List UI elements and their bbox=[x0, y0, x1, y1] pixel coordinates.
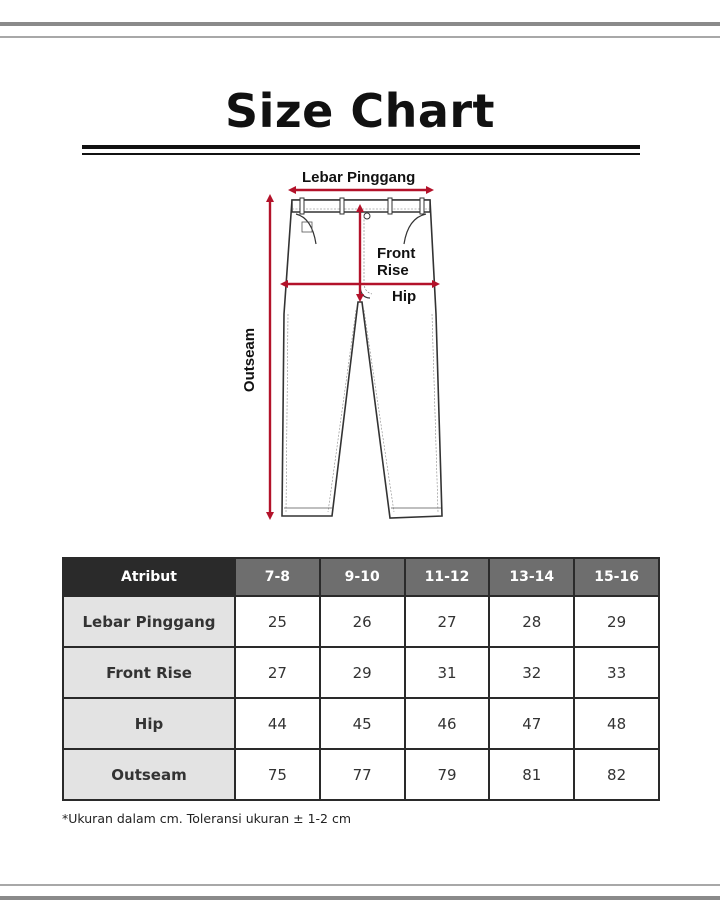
outseam-label: Outseam bbox=[241, 327, 259, 393]
table-cell: 45 bbox=[320, 698, 405, 749]
row-attribute: Front Rise bbox=[63, 647, 235, 698]
header-size: 11-12 bbox=[405, 558, 490, 596]
table-row bbox=[63, 596, 659, 647]
table-cell: 29 bbox=[320, 647, 405, 698]
table-cell: 44 bbox=[235, 698, 320, 749]
table-cell: 46 bbox=[405, 698, 490, 749]
table-cell: 32 bbox=[489, 647, 574, 698]
front-rise-label-line1: Front bbox=[377, 245, 416, 262]
table-cell: 77 bbox=[320, 749, 405, 800]
table-cell: 75 bbox=[235, 749, 320, 800]
pants-outline bbox=[282, 200, 442, 518]
table-cell: 26 bbox=[320, 596, 405, 647]
hip-label: Hip bbox=[392, 288, 417, 305]
header-size: 7-8 bbox=[235, 558, 320, 596]
row-attribute: Outseam bbox=[63, 749, 235, 800]
header-size: 13-14 bbox=[489, 558, 574, 596]
front-rise-label-line2: Rise bbox=[377, 262, 409, 279]
table-header-row bbox=[63, 558, 659, 596]
top-border-thin bbox=[0, 36, 720, 38]
top-border-thick bbox=[0, 22, 720, 26]
table-cell: 48 bbox=[574, 698, 659, 749]
table-cell: 31 bbox=[405, 647, 490, 698]
bottom-border-thick bbox=[0, 896, 720, 900]
header-size: 9-10 bbox=[320, 558, 405, 596]
page-title: Size Chart bbox=[224, 84, 496, 138]
row-attribute: Hip bbox=[63, 698, 235, 749]
table-row bbox=[63, 647, 659, 698]
table-cell: 28 bbox=[489, 596, 574, 647]
bottom-border-thin bbox=[0, 884, 720, 886]
table-cell: 79 bbox=[405, 749, 490, 800]
row-attribute: Lebar Pinggang bbox=[63, 596, 235, 647]
table-cell: 27 bbox=[405, 596, 490, 647]
title-rule-thick bbox=[82, 145, 640, 149]
table-cell: 29 bbox=[574, 596, 659, 647]
table-row bbox=[63, 749, 659, 800]
size-table bbox=[62, 557, 660, 801]
waist-label: Lebar Pinggang bbox=[302, 169, 416, 186]
header-atribut: Atribut bbox=[63, 558, 235, 596]
pants-diagram bbox=[240, 164, 460, 528]
table-cell: 33 bbox=[574, 647, 659, 698]
table-cell: 81 bbox=[489, 749, 574, 800]
table-cell: 82 bbox=[574, 749, 659, 800]
pants-illustration bbox=[240, 164, 460, 524]
table-cell: 27 bbox=[235, 647, 320, 698]
tolerance-note: *Ukuran dalam cm. Toleransi ukuran ± 1-2 cm bbox=[62, 811, 352, 826]
table-row bbox=[63, 698, 659, 749]
table-cell: 47 bbox=[489, 698, 574, 749]
title-rule-thin bbox=[82, 153, 640, 155]
header-size: 15-16 bbox=[574, 558, 659, 596]
table-cell: 25 bbox=[235, 596, 320, 647]
